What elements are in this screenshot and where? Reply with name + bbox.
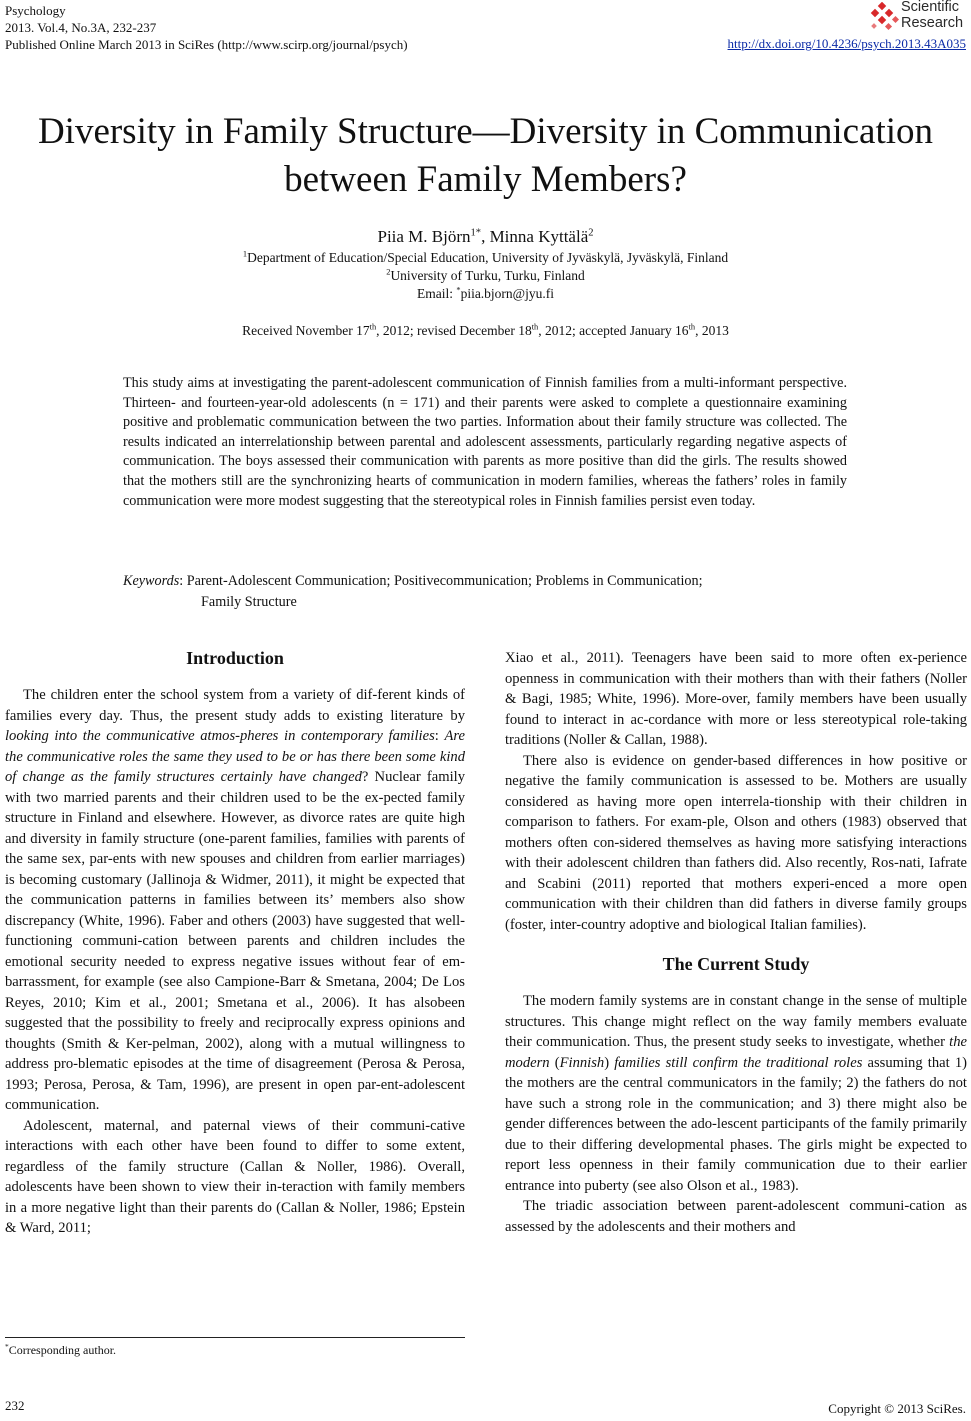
author-email: Email: *piia.bjorn@jyu.fi [417, 285, 554, 301]
current-study-heading: The Current Study [662, 954, 810, 974]
keywords-line-2: Family Structure [201, 594, 297, 610]
current-study-paragraph-2: The triadic association between parent-adolescent communi-cation as assessed by the adolescents and their mothers and [505, 1198, 967, 1235]
intro-paragraph-2: Adolescent, maternal, and paternal views of their communi-cative interactions with each other have been found to differ to some extent, regardless of the family structure (Callan & Noller, 1986). Overall, adolescents have been shown to view their in-teraction with family members in a more negative light than their parents do (Callan & Noller, 1986; Epstein & Ward, 2011; [5, 1117, 465, 1236]
title-line-2: between Family Members? [284, 159, 687, 200]
title-line-1: Diversity in Family Structure—Diversity in Communication [37, 111, 934, 152]
page-number: 232 [5, 1398, 25, 1413]
affiliation-1: $^1$Department of Education/Special Education, University of Jyväskylä, Jyväskylä, Finland [242, 249, 729, 265]
author-1: Piia M. Björn [377, 227, 471, 246]
footnote-divider [5, 1337, 465, 1338]
published-line: Published Online March 2013 in SciRes (http://www.scirp.org/journal/psych) [5, 37, 408, 52]
copyright: Copyright © 2013 SciRes. [828, 1401, 966, 1416]
scientific-research-logo [867, 0, 965, 34]
affiliation-2: $^2$University of Turku, Turku, Finland [386, 267, 585, 283]
authors: Piia M. Björn$^{1*}$, Minna Kyttälä$^2$ [377, 227, 594, 246]
right-paragraph-gender: There also is evidence on gender-based differences in how positive or negative the family communication is assessed to be. Mothers are usually considered as having more open interrela-tionship with their children in comparison to fathers. For exam-ple, Olson and others (1983) observed that mothers often con-sidered themselves as having more satisfying interactions with their adolescent children than fathers did. Also recently, Ros-nati, Iafrate and Scabini (2011) reported that mothers experi-enced a more open communication with their children than did fathers in diverse family groups (foster, inter-country adoptive and biological Italian families). [505, 752, 967, 933]
keywords-line-1: Parent-Adolescent Communication; Positivecommunication; Problems in Communication; [186, 573, 703, 589]
journal-name: Psychology [5, 3, 66, 18]
logo-text: Scientific Research [901, 0, 964, 31]
journal-volume: 2013. Vol.4, No.3A, 232-237 [5, 20, 157, 35]
footnote: *Corresponding author. [5, 1342, 117, 1357]
journal-header [5, 2, 605, 53]
keywords: Keywords: Parent-Adolescent Communication; Positivecommunication; Problems in Communication; Family Structure [123, 571, 847, 613]
introduction-heading: Introduction [186, 648, 284, 668]
doi-link[interactable]: http://dx.doi.org/10.4236/psych.2013.43A035 [727, 36, 966, 51]
left-column [5, 645, 465, 1239]
abstract: This study aims at investigating the parent-adolescent communication of Finnish families from a multi-informant perspective. Thirteen- and fourteen-year-old adolescents (n = 171) and their parents were asked to complete a questionnaire examining positive and problematic communication between the two parties. Information about their family structure was collected. The results indicated an interrelationship between parental and adolescent assessments, particularly regarding negative aspects of communication. The boys assessed their communication with parents as more positive than did the girls. The results showed that the mothers still are the synchronizing hearts of communication in modern families, whereas the fathers’ roles in family communication were more modest suggesting that the stereotypical roles in Finnish families persist even today. [123, 375, 847, 509]
intro-paragraph-1: The children enter the school system from a variety of dif-ferent kinds of families every day. Thus, the present study adds to existing literature by looking into the communicative atmos-pheres in contemporary families: Are the communicative roles the same they used to be or has there been some kind of change as the family structures certainly have changed? Nuclear family with two married parents and their children used to be the ex-pected family structure in Finland and elsewhere. However, as divorce rates are quite high and diversity in family structure (one-parent families, families with parents of the same sex, par-ents with new spouses and children from earlier marriages) is becoming customary (Jallinoja & Widmer, 2011), it might be expected that the communication patterns in families between its’ members also show discrepancy (White, 1996). Faber and others (2003) have suggested that well-functioning communi-cation between parents and children includes the emotional security needed to express negative issues without fear of em-barrassment, for example (see also Campione-Barr & Smetana, 2004; De Los Reyes, 2010; Kim et al., 2001; Smetana et al., 2006). It has alsobeen suggested that the possibility to freely and reciprocally express opinions and thoughts (Smith & Ker-pelman, 2002), along with a mutual willingness to address pro-blematic episodes at the time of disagreement (Perosa & Perosa, 1993; Perosa, Perosa, & Tam, 1996), are present in open par-ent-adolescent communication. [5, 687, 465, 1113]
right-paragraph-continued: Xiao et al., 2011). Teenagers have been said to more often ex-perience openness in communication with their mothers than with their fathers (Noller & Bagi, 1985; White, 1996). More-over, family members have been usually found to interact in ac-cordance with more or less stereotypical role-taking traditions (Noller & Callan, 1988). [505, 650, 967, 748]
logo-mark-icon [867, 2, 899, 32]
author-2: Minna Kyttälä [489, 227, 589, 246]
email-link[interactable]: piia.bjorn@jyu.fi [460, 286, 554, 301]
paper-title [20, 108, 951, 204]
keywords-label: Keywords [123, 573, 180, 589]
received-dates: Received November 17th, 2012; revised December 18th, 2012; accepted January 16th, 2013 [242, 322, 729, 338]
right-column [505, 648, 967, 1237]
current-study-paragraph-1: The modern family systems are in constant change in the sense of multiple structures. This change might reflect on the way family members evaluate their communication. Thus, the present study seeks to investigate, whether the modern (Finnish) families still confirm the traditional roles assuming that 1) the mothers are the central communicators in the family; 2) the fathers do not have such a strong role in the communication; and 3) there might also be gender differences between the ado-lescent participants of the family primarily due to their differing developmental phases. The girls might be expected to report less openness in their family communication due to their earlier entrance into puberty (see also Olson et al., 1983). [505, 993, 967, 1194]
